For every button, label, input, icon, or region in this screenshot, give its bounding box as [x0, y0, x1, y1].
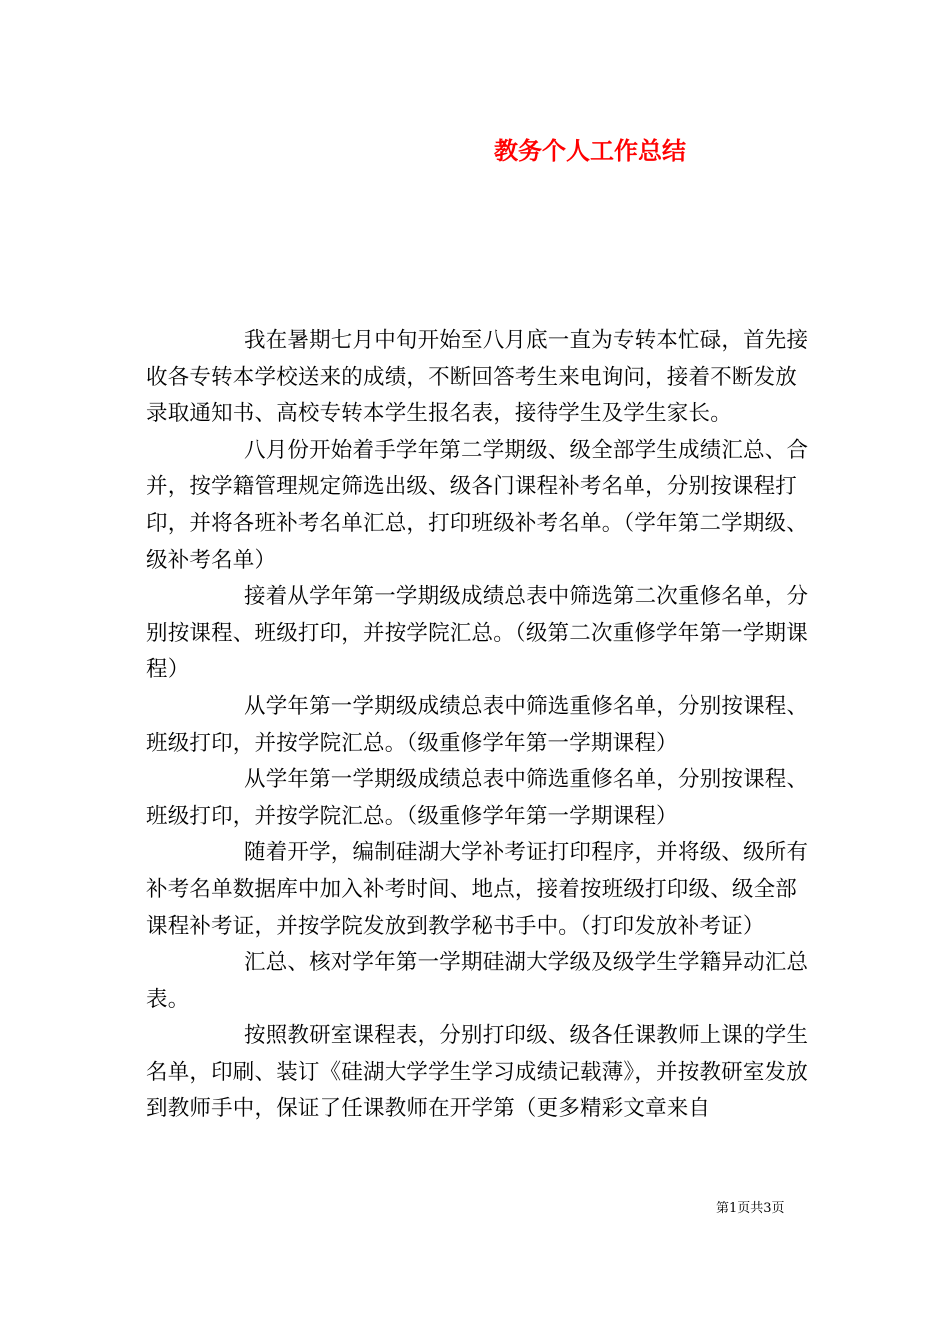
paragraph: 接着从学年第一学期级成绩总表中筛选第二次重修名单，分别按课程、班级打印，并按学院汇总。（级第二次重修学年第一学期课程）: [146, 584, 809, 683]
paragraph: 按照教研室课程表，分别打印级、级各任课教师上课的学生名单，印刷、装订《硅湖大学学生学习成绩记载薄》，并按教研室发放到教师手中，保证了任课教师在开学第（更多精彩文章来自: [146, 1023, 809, 1122]
paragraph: 八月份开始着手学年第二学期级、级全部学生成绩汇总、合并，按学籍管理规定筛选出级、级各门课程补考名单，分别按课程打印，并将各班补考名单汇总，打印班级补考名单。（学年第二学期级、级补考名单）: [146, 437, 809, 573]
paragraph: 随着开学，编制硅湖大学补考证打印程序，并将级、级所有补考名单数据库中加入补考时间、地点，接着按班级打印级、级全部课程补考证，并按学院发放到教学秘书手中。（打印发放补考证）: [146, 840, 809, 939]
page-number-footer: 第1页共3页: [716, 1201, 785, 1216]
paragraph: 从学年第一学期级成绩总表中筛选重修名单，分别按课程、班级打印，并按学院汇总。（级重修学年第一学期课程）: [146, 767, 809, 829]
paragraph: 我在暑期七月中旬开始至八月底一直为专转本忙碌，首先接收各专转本学校送来的成绩，不断回答考生来电询问，接着不断发放录取通知书、高校专转本学生报名表，接待学生及学生家长。: [146, 328, 809, 427]
document-title: 教务个人工作总结: [494, 137, 686, 165]
paragraph: 从学年第一学期级成绩总表中筛选重修名单，分别按课程、班级打印，并按学院汇总。（级重修学年第一学期课程）: [146, 693, 809, 756]
document-body: [146, 323, 818, 1128]
paragraph: 汇总、核对学年第一学期硅湖大学级及级学生学籍异动汇总表。: [146, 950, 809, 1012]
